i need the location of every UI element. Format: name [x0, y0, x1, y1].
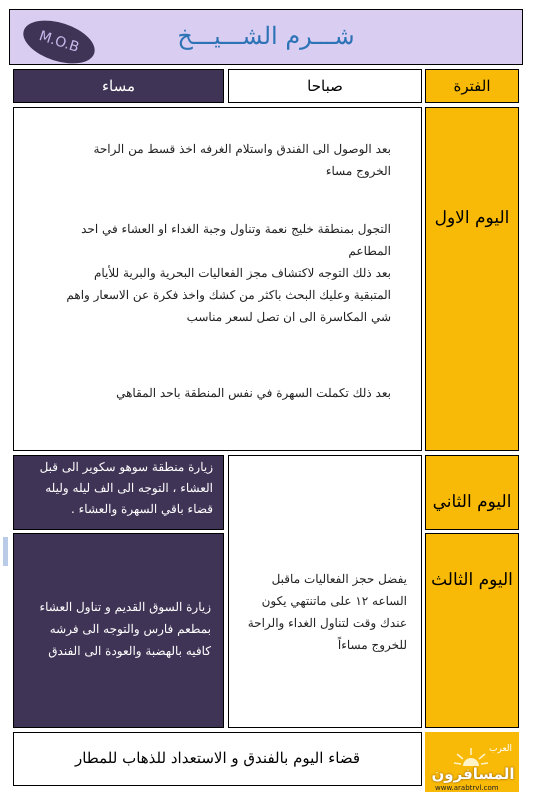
day3-label: اليوم الثالث: [431, 570, 513, 590]
day3-morning-text: يفضل حجز الفعاليات ماقبل الساعه ١٢ على ماتنتهي يكون عندك وقت لتناول الغداء والراحة للخروج مساءاً: [247, 572, 407, 652]
header-evening: مساء: [13, 69, 224, 103]
day2-evening-cell: زيارة منطقة سوهو سكوير الى قبل العشاء ، التوجه الى الف ليله وليله قضاء باقي السهرة والعشاء .: [13, 455, 224, 530]
day2-label-cell: [425, 455, 519, 530]
day3-label-cell: [425, 533, 519, 728]
day1-label: اليوم الاول: [434, 208, 510, 228]
day1-paragraph: بعد ذلك التوجه لاكتشاف مجز الفعاليات البحرية والبرية للأيام المتبقية وعليك البحث باكثر من كشك واخذ فكرة عن الاسعار واهم شي المكاسرة الى ان تصل لسعر مناسب: [66, 266, 391, 324]
side-marker: [3, 537, 8, 566]
arab-travellers-logo: [425, 732, 519, 792]
sun-icon: [453, 746, 489, 766]
header-period: الفترة: [425, 69, 519, 103]
title-bar: [9, 9, 523, 65]
day3-evening-cell: [13, 533, 224, 728]
logo-main-text: المسافرون: [431, 765, 515, 783]
logo-small-text: العرب: [489, 744, 513, 754]
day1-body-cell: [13, 107, 422, 451]
logo-url-text: www.arabtrvl.com: [435, 784, 499, 792]
mob-logo-badge: M.O.B: [18, 12, 100, 71]
day1-paragraph: التجول بمنطقة خليج نعمة وتناول وجبة الغداء او العشاء في احد المطاعم: [81, 222, 391, 258]
day2-label: اليوم الثاني: [432, 492, 512, 512]
header-morning: صباحا: [228, 69, 422, 103]
day2-day3-morning-cell: [228, 455, 422, 728]
day1-paragraph: بعد ذلك تكملت السهرة في نفس المنطقة باحد المقاهي: [116, 386, 391, 400]
day1-label-cell: [425, 107, 519, 451]
day1-paragraph: بعد الوصول الى الفندق واستلام الغرفه اخذ قسط من الراحة الخروج مساء: [93, 142, 391, 178]
footer-cell: قضاء اليوم بالفندق و الاستعداد للذهاب للمطار: [13, 732, 422, 786]
page-title: شـــرم الشـــيـــخ: [177, 22, 355, 50]
day3-evening-text: زيارة السوق القديم و تناول العشاء بمطعم فارس والتوجه الى فرشه كافيه بالهضبة والعودة الى الفندق: [39, 600, 211, 658]
